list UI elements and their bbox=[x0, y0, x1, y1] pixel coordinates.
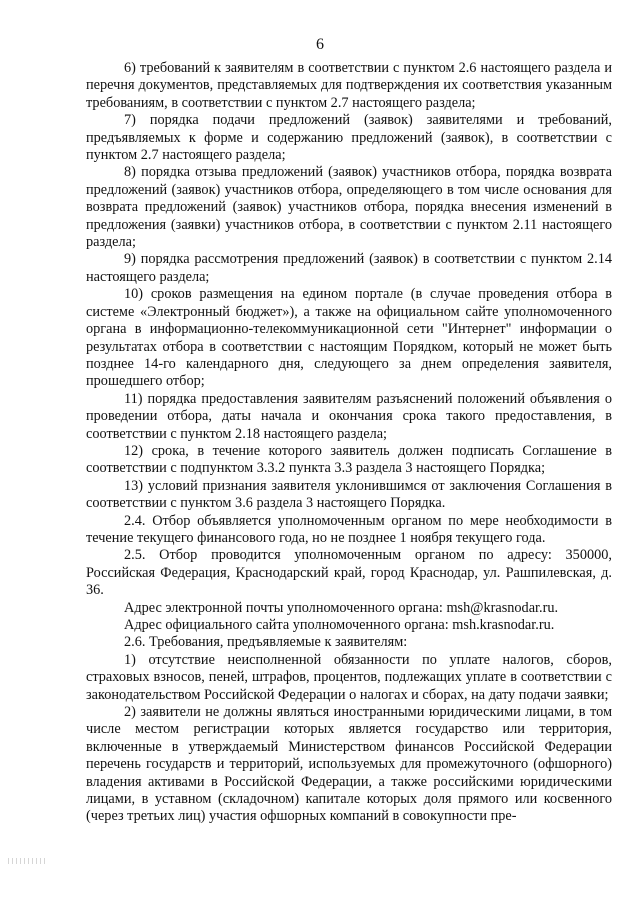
requirement-item-1: 1) отсутствие неисполненной обязанности по уплате налогов, сборов, страховых взносов, пеней, штрафов, процентов, подлежащих уплате в соответствии с законодательством Российской Федерации о налогах и сборах, на дату подачи заявки; bbox=[86, 651, 612, 703]
paragraph-item-6: 6) требований к заявителям в соответствии с пунктом 2.6 настоящего раздела и перечня документов, представляемых для подтверждения их соответствия указанным требованиям, в соответствии с пунктом 2.7 настоящего раздела; bbox=[86, 60, 612, 111]
website-address-line: Адрес официального сайта уполномоченного органа: msh.krasnodar.ru. bbox=[124, 617, 555, 633]
paragraph-2-6: 2.6. Требования, предъявляемые к заявителям: bbox=[124, 634, 408, 651]
paragraph-item-7: 7) порядка подачи предложений (заявок) заявителями и требований, предъявляемых к форме и содержанию предложений (заявок), в соответствии с пунктом 2.7 настоящего раздела; bbox=[86, 112, 612, 164]
paragraph-item-9: 9) порядка рассмотрения предложений (заявок) в соответствии с пунктом 2.14 настоящего раздела; bbox=[86, 251, 612, 285]
paragraph-2-5: 2.5. Отбор проводится уполномоченным органом по адресу: 350000, Российская Федерация, Краснодарский край, город Краснодар, ул. Рашпилевская, д. 36. bbox=[86, 547, 612, 599]
paragraph-item-13: 13) условий признания заявителя уклонившимся от заключения Соглашения в соответствии с пунктом 3.6 раздела 3 настоящего Порядка. bbox=[86, 477, 612, 512]
paragraph-item-11: 11) порядка предоставления заявителям разъяснений положений объявления о проведении отбора, даты начала и окончания срока такого предоставления, в соответствии с пунктом 2.18 настоящего раздела; bbox=[86, 390, 612, 442]
paragraph-2-4: 2.4. Отбор объявляется уполномоченным органом по мере необходимости в течение текущего финансового года, но не позднее 1 ноября текущего года. bbox=[86, 512, 612, 546]
scan-artifact bbox=[8, 858, 48, 864]
page-number: 6 bbox=[316, 36, 324, 53]
document-body bbox=[86, 60, 612, 826]
paragraph-item-12: 12) срока, в течение которого заявитель должен подписать Соглашение в соответствии с подпунктом 3.3.2 пункта 3.3 раздела 3 настоящего Порядка; bbox=[86, 442, 612, 477]
email-address-line: Адрес электронной почты уполномоченного органа: msh@krasnodar.ru. bbox=[124, 599, 559, 616]
requirement-item-2: 2) заявители не должны являться иностранными юридическими лицами, в том числе местом регистрации которых является государство или территория, включенные в утверждаемый Министерством финансов Российской Федерации перечень государств и территорий, используемых для промежуточного (офшорного) владения активами в Российской Федерации, а также российскими юридическими лицами, в уставном (складочном) капитале которых доля прямого или косвенного (через третьих лиц) участия офшорных компаний в совокупности пре- bbox=[86, 704, 612, 825]
paragraph-item-10: 10) сроков размещения на едином портале (в случае проведения отбора в системе «Электронный бюджет»), а также на официальном сайте уполномоченного органа в информационно-телекоммуникационной сети "Интернет" информации о результатах отбора в соответствии с настоящим Порядком, который не может быть позднее 14-го календарного дня, следующего за днем определения заявителя, прошедшего отбор; bbox=[86, 286, 612, 390]
paragraph-item-8: 8) порядка отзыва предложений (заявок) участников отбора, порядка возврата предложений (заявок) участников отбора, определяющего в том числе основания для возврата предложений (заявок) участников отбора, порядка внесения изменений в предложения (заявки) участников отбора, в соответствии с пунктом 2.11 настоящего раздела; bbox=[86, 164, 612, 251]
